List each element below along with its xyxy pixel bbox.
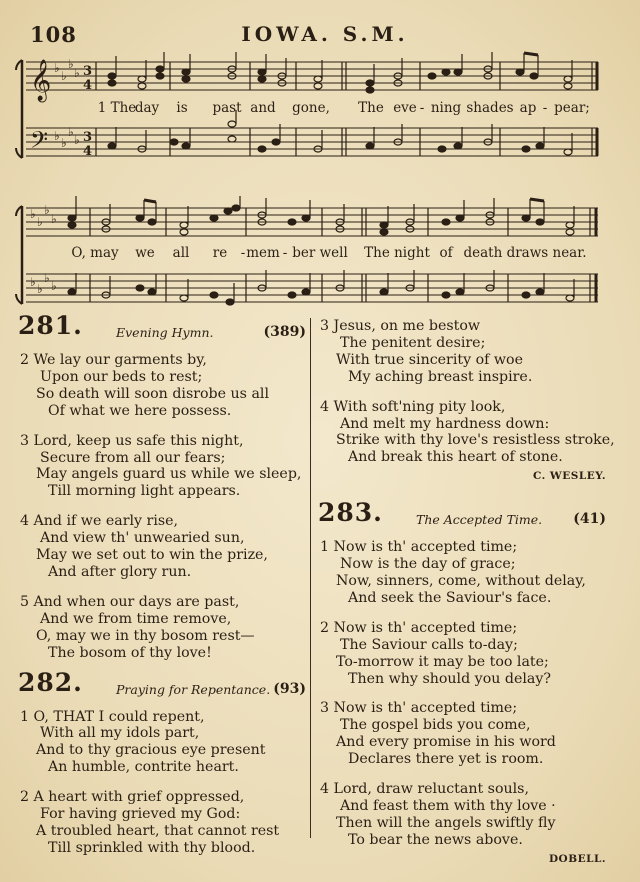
lyric-syllable: death draws near.: [463, 245, 587, 261]
hymn-title: The Accepted Time.: [416, 512, 543, 528]
lyric-syllable: is: [176, 100, 188, 116]
right-column: [318, 318, 615, 868]
verse-line: The Saviour calls to-day;: [340, 636, 518, 653]
lyric-syllable: eve: [393, 100, 417, 116]
hymn-reference: (93): [273, 680, 306, 697]
system-2-lyrics: [0, 245, 640, 263]
lyric-syllable: -: [240, 245, 246, 261]
svg-text:♭: ♭: [30, 275, 36, 289]
hymn-281-header: [18, 311, 306, 352]
verse-line: A troubled heart, that cannot rest: [36, 822, 280, 839]
svg-text:♭: ♭: [61, 136, 67, 150]
tune-title: IOWA. S.M.: [241, 22, 409, 46]
svg-text:♭: ♭: [68, 125, 74, 139]
verse: [318, 620, 606, 688]
verse-line: 2 A heart with grief oppressed,: [20, 789, 245, 806]
svg-text:♭: ♭: [74, 133, 80, 147]
svg-text:♭: ♭: [54, 61, 60, 75]
lyric-syllable: shades: [466, 100, 514, 116]
verse-line: My aching breast inspire.: [348, 368, 533, 385]
lyric-syllable: re: [212, 245, 228, 261]
verse-line: And seek the Saviour's face.: [348, 589, 552, 606]
verse-line: And we from time remove,: [40, 610, 232, 627]
verse-line: Now is the day of grace;: [340, 556, 516, 573]
lyric-syllable: mem: [246, 245, 280, 261]
verse-line: For having grieved my God:: [40, 806, 241, 823]
svg-text:♭: ♭: [61, 69, 67, 83]
svg-text:♭: ♭: [44, 271, 50, 285]
verse-line: Then will the angels swiftly fly: [336, 814, 556, 831]
hymn-author: C. WESLEY.: [532, 470, 606, 483]
lyric-syllable: -: [419, 100, 425, 116]
verse: [18, 594, 306, 662]
verse-line: 2 We lay our garments by,: [20, 352, 207, 368]
lyric-syllable: ap: [519, 100, 537, 116]
verse-line: The gospel bids you come,: [340, 717, 531, 734]
lyric-syllable: -: [282, 245, 288, 261]
svg-text:3: 3: [83, 130, 93, 145]
verse: [318, 700, 606, 768]
lyric-syllable: O, may: [71, 245, 119, 261]
lyric-syllable: ber well: [292, 245, 348, 261]
verse-line: Till morning light appears.: [48, 483, 241, 500]
verse-line: With all my idols part,: [40, 725, 200, 742]
verse: [18, 709, 306, 777]
svg-text:♭: ♭: [68, 57, 74, 71]
verse-line: And break this heart of stone.: [348, 449, 563, 466]
verse-line: And to thy gracious eye present: [36, 742, 266, 759]
verse-line: 3 Jesus, on me bestow: [320, 318, 481, 334]
verse: [318, 398, 615, 467]
svg-text:♭: ♭: [37, 282, 43, 296]
verse-line: 3 Lord, keep us safe this night,: [20, 432, 244, 449]
verse-line: The penitent desire;: [340, 334, 486, 351]
verse: [318, 318, 606, 386]
verse-line: Declares there yet is room.: [348, 751, 544, 768]
svg-text:4: 4: [83, 78, 93, 93]
verse-line: And every promise in his word: [336, 734, 556, 751]
lyric-syllable: 1 The: [97, 100, 137, 116]
verse-line: So death will soon disrobe us all: [36, 385, 270, 402]
lyric-syllable: The: [358, 100, 384, 116]
hymn-283-header: [318, 498, 606, 539]
verse-line: Then why should you delay?: [348, 670, 551, 687]
svg-text:♭: ♭: [37, 215, 43, 229]
svg-text:𝄞: 𝄞: [30, 60, 52, 101]
lyric-syllable: The night: [364, 245, 430, 261]
hymn-number: 282.: [18, 667, 83, 697]
verse-line: Strike with thy love's resistless stroke,: [336, 432, 615, 449]
verse-line: To bear the news above.: [348, 831, 523, 848]
verse-line: Secure from all our fears;: [40, 449, 226, 466]
verse-line: 1 O, THAT I could repent,: [20, 708, 205, 725]
verse-line: May we set out to win the prize,: [36, 547, 268, 564]
svg-text:𝄢: 𝄢: [30, 126, 49, 159]
verse-line: And view th' unwearied sun,: [40, 530, 245, 547]
svg-text:♭: ♭: [44, 203, 50, 217]
verse: [18, 789, 306, 857]
hymn-number: 283.: [318, 498, 383, 528]
verse-line: With true sincerity of woe: [336, 351, 523, 368]
hymn-reference: (389): [263, 324, 306, 340]
verse-line: And melt my hardness down:: [340, 415, 550, 432]
hymn-282-header: [18, 667, 306, 709]
hymn-title: Evening Hymn.: [116, 325, 214, 340]
verse: [318, 539, 606, 607]
verse-line: Now, sinners, come, without delay,: [336, 572, 586, 589]
verse-line: And feast them with thy love ·: [340, 797, 556, 814]
lyric-syllable: we: [135, 245, 155, 261]
verse-line: 4 And if we early rise,: [20, 513, 179, 530]
verse-line: Upon our beds to rest;: [40, 368, 203, 385]
lyric-syllable: all: [172, 245, 190, 261]
page-number: 108: [30, 22, 77, 47]
lyric-syllable: past: [212, 100, 242, 116]
hymn-reference: (41): [573, 511, 606, 528]
hymn-title: Praying for Repentance.: [116, 681, 271, 697]
hymn-author: DOBELL.: [548, 852, 606, 865]
verse-line: Of what we here possess.: [48, 402, 232, 419]
lyric-syllable: -: [542, 100, 548, 116]
verse-line: The bosom of thy love!: [48, 644, 212, 661]
verse-line: To-morrow it may be too late;: [336, 653, 549, 670]
left-column: [18, 311, 306, 870]
verse-line: O, may we in thy bosom rest—: [36, 627, 255, 644]
svg-text:♭: ♭: [54, 129, 60, 143]
svg-text:♭: ♭: [51, 279, 57, 293]
lyric-syllable: day: [134, 100, 160, 116]
verse-line: 4 Lord, draw reluctant souls,: [320, 781, 529, 798]
hymn-number: 281.: [18, 311, 83, 340]
lyric-syllable: and: [250, 100, 276, 116]
verse-line: 4 With soft'ning pity look,: [320, 398, 506, 415]
verse-line: Till sprinkled with thy blood.: [48, 839, 256, 856]
lyric-syllable: of: [439, 245, 453, 261]
system-1-lyrics: [0, 100, 640, 118]
lyric-syllable: gone,: [292, 100, 330, 116]
verse: [18, 513, 306, 581]
verse-line: 3 Now is th' accepted time;: [320, 700, 518, 717]
verse-line: May angels guard us while we sleep,: [36, 466, 302, 483]
lyric-syllable: pear;: [554, 100, 590, 116]
verse: [18, 433, 306, 501]
verse-line: 2 Now is th' accepted time;: [320, 619, 518, 636]
column-divider: [310, 318, 311, 838]
svg-text:3: 3: [83, 64, 93, 79]
verse-line: 1 Now is th' accepted time;: [320, 539, 518, 556]
svg-text:4: 4: [83, 144, 93, 159]
lyric-syllable: ning: [430, 100, 462, 116]
svg-text:♭: ♭: [51, 212, 57, 226]
verse-line: 5 And when our days are past,: [20, 593, 240, 610]
verse-line: An humble, contrite heart.: [48, 759, 239, 776]
verse: [318, 781, 606, 849]
verse-line: And after glory run.: [48, 563, 192, 580]
verse: [18, 352, 306, 420]
svg-text:♭: ♭: [74, 66, 80, 80]
svg-text:♭: ♭: [30, 207, 36, 221]
